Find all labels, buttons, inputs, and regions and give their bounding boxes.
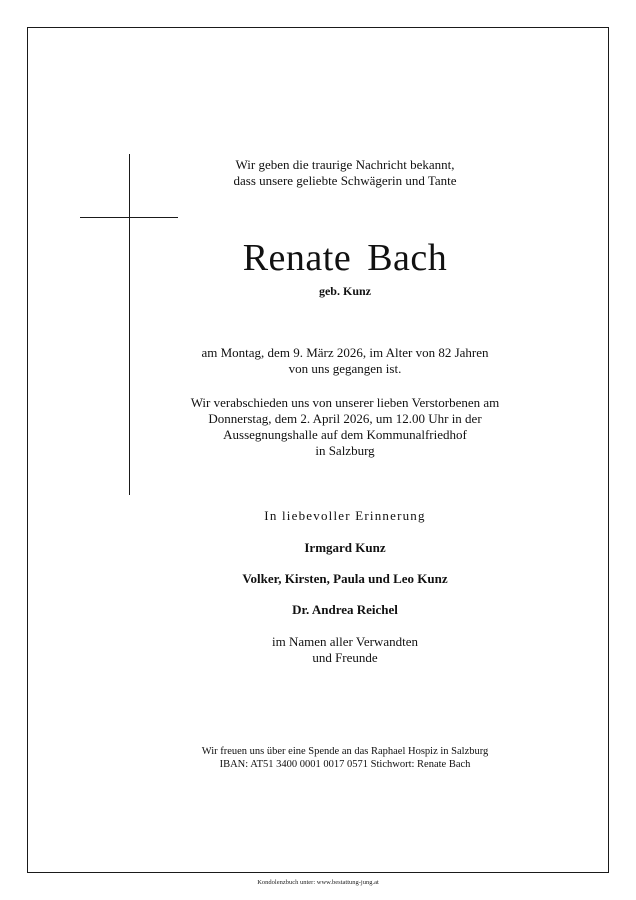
cross-horizontal-bar [80,217,178,218]
donation-line-1: Wir freuen uns über eine Spende an das Raphael Hospiz in Salzburg [201,746,489,757]
donation-line-2: IBAN: AT51 3400 0001 0017 0571 Stichwort: Renate Bach [219,759,471,770]
mourner-name: Irmgard Kunz [304,540,386,555]
intro-line-2: dass unsere geliebte Schwägerin und Tante [233,173,457,188]
funeral-line-1: Wir verabschieden uns von unserer lieben Verstorbenen am [190,395,500,410]
funeral-line-3: Aussegnungshalle auf dem Kommunalfriedhof [223,427,467,442]
memory-heading: In liebevoller Erinnerung [264,508,426,523]
deceased-name: Renate Bach [242,237,448,279]
intro-line-1: Wir geben die traurige Nachricht bekannt, [235,157,455,172]
death-line-2: von uns gegangen ist. [288,361,402,376]
mourner-name: Volker, Kirsten, Paula und Leo Kunz [242,571,448,586]
maiden-name: geb. Kunz [318,284,371,298]
funeral-line-2: Donnerstag, dem 2. April 2026, um 12.00 Uhr in der [208,411,482,426]
condolence-book-footer[interactable]: Kondolenzbuch unter: www.bestattung-jung.at [257,879,379,886]
relatives-line-1: im Namen aller Verwandten [272,634,418,649]
relatives-line-2: und Freunde [312,650,378,665]
mourner-name: Dr. Andrea Reichel [292,602,398,617]
funeral-line-4: in Salzburg [315,443,375,458]
death-line-1: am Montag, dem 9. März 2026, im Alter von 82 Jahren [201,345,489,360]
